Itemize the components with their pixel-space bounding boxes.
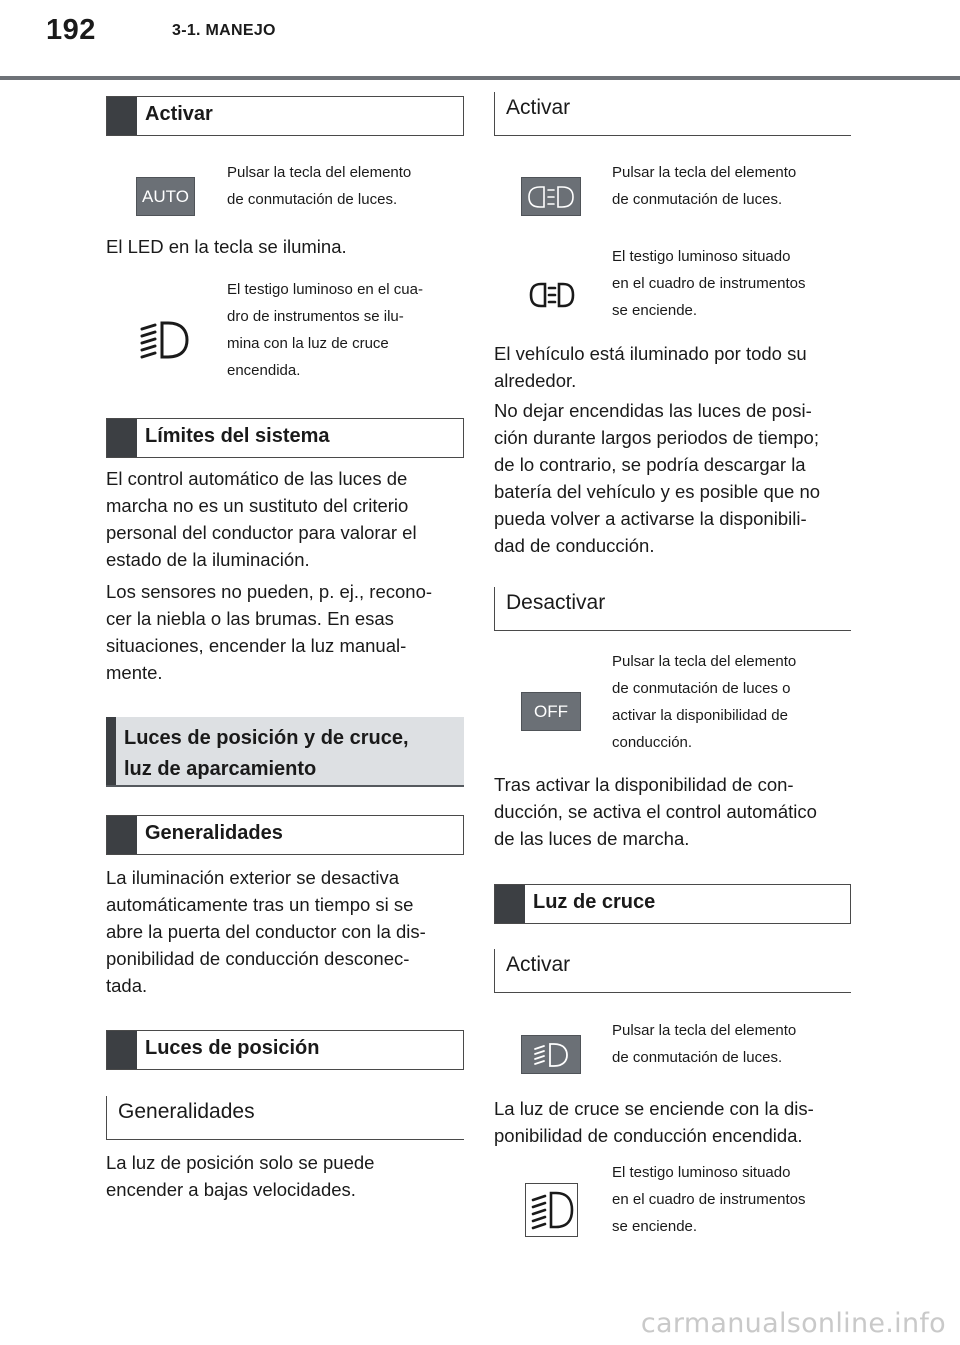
page-number: 192 xyxy=(46,14,96,46)
posicion-cruce-heading: Luces de posición y de cruce, luz de aparcamiento xyxy=(106,717,464,787)
limites-paragraph-1: El control automático de las luces de marcha no es un sustituto del criterio personal del conductor para valorar el estado de la iluminación. xyxy=(106,468,417,570)
low-beam-key-icon xyxy=(521,1035,581,1074)
header-rule xyxy=(0,76,960,80)
watermark[interactable]: carmanualsonline.info xyxy=(640,1308,946,1339)
auto-key-icon: AUTO xyxy=(136,177,195,216)
limites-heading: Límites del sistema xyxy=(106,418,464,458)
low-beam-key-instruction: Pulsar la tecla del elemento de conmutación de luces. xyxy=(612,1022,797,1066)
no-dejar-paragraph: No dejar encendidas las luces de posi- ción durante largos periodos de tiempo; de lo contrario, se podría descargar la batería del vehículo y es posible que no pueda volver a activarse la disponibili- dad de conducción. xyxy=(494,400,821,556)
parking-key-instruction: Pulsar la tecla del elemento de conmutación de luces. xyxy=(612,164,797,208)
led-text: El LED en la tecla se ilumina. xyxy=(106,236,347,257)
iluminado-paragraph: El vehículo está iluminado por todo su alrededor. xyxy=(494,343,807,391)
parking-indicator-description: El testigo luminoso situado en el cuadro de instrumentos se enciende. xyxy=(612,248,806,319)
desactivar-subheading: Desactivar xyxy=(494,587,851,631)
low-beam-indicator-description: El testigo luminoso situado en el cuadro de instrumentos se enciende. xyxy=(612,1164,806,1235)
activar-heading: Activar xyxy=(106,96,464,136)
tras-paragraph: Tras activar la disponibilidad de con- ducción, se activa el control automático de las luces de marcha. xyxy=(494,774,817,849)
low-beam-indicator-icon xyxy=(138,318,190,362)
indicator-description: El testigo luminoso en el cua- dro de instrumentos se ilu- mina con la luz de cruce encendida. xyxy=(227,281,423,379)
page-header xyxy=(0,0,960,80)
low-beam-indicator-icon xyxy=(525,1183,578,1237)
posicion-paragraph: La luz de posición solo se puede encender a bajas velocidades. xyxy=(106,1152,375,1200)
auto-instruction: Pulsar la tecla del elemento de conmutación de luces. xyxy=(227,164,412,208)
chapter-title: 3-1. MANEJO xyxy=(172,22,276,39)
generalidades-paragraph: La iluminación exterior se desactiva automáticamente tras un tiempo si se abre la puerta del conductor con la dis- ponibilidad de conducción desconec- tada. xyxy=(106,867,426,996)
off-instruction: Pulsar la tecla del elemento de conmutación de luces o activar la disponibilidad de conducción. xyxy=(612,653,797,751)
parking-light-indicator-icon xyxy=(528,280,576,310)
luces-posicion-heading: Luces de posición xyxy=(106,1030,464,1070)
activar-subheading: Activar xyxy=(494,92,851,136)
luz-cruce-heading: Luz de cruce xyxy=(494,884,851,924)
parking-light-key-icon xyxy=(521,177,581,216)
cruce-paragraph: La luz de cruce se enciende con la dis- ponibilidad de conducción encendida. xyxy=(494,1098,814,1146)
generalidades-subheading: Generalidades xyxy=(106,1096,464,1140)
activar2-subheading: Activar xyxy=(494,949,851,993)
generalidades-heading: Generalidades xyxy=(106,815,464,855)
off-key-icon: OFF xyxy=(521,692,581,731)
limites-paragraph-2: Los sensores no pueden, p. ej., recono- cer la niebla o las brumas. En esas situaciones, encender la luz manual- mente. xyxy=(106,581,433,683)
